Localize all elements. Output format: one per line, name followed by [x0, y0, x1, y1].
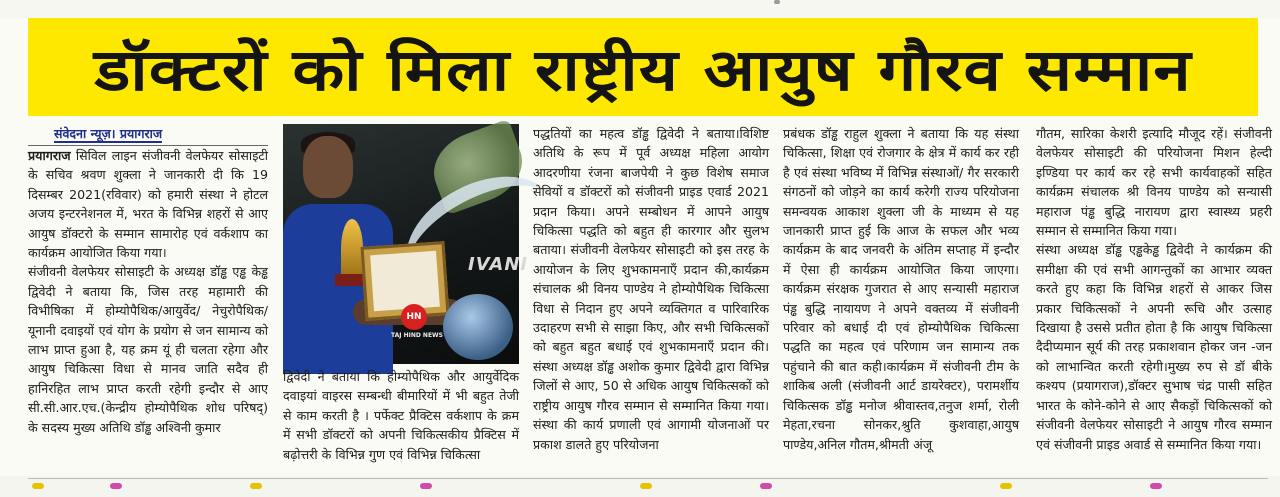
print-mark: [1000, 483, 1012, 489]
article-column-4: [783, 124, 1019, 454]
news-photo: [283, 124, 529, 364]
print-mark: [110, 483, 122, 489]
paragraph: संस्था अध्यक्ष डॉड्ढ एड्ढकेड्ढ द्विवेदी ने कार्यक्रम की समीक्षा की एवं सभी आगन्तुकों का आभार व्यक्त करते हुए कहा कि विभिन्न शहरों से आकर जिस प्रकार चिकित्सकों ने अपनी रूचि और उत्साह दिखाया है उससे प्रतीत होता है कि आयुष चिकित्सा दैदीप्यमान सूर्य की तरह प्रकाशवान होकर जन -जन को लाभान्वित करती रहेगी।मुख्य रुप से डॉ बीके कश्यप (प्रयागराज),डॉक्टर सुभाष चंद्र पासी सहित भारत के कोने-कोने से आए सैकड़ों चिकित्सकों को संजीवनी वेलफेयर सोसाइटी ने आयुष गौरव सम्मान एवं संजीवनी प्राइड अवार्ड से सम्मानित किया गया।: [1036, 242, 1272, 452]
article-column-2: [283, 367, 519, 464]
print-mark: [774, 0, 780, 4]
bottom-rule: [28, 478, 1268, 479]
article-column-5: [1036, 124, 1272, 454]
byline-rule: [28, 145, 268, 146]
paragraph: संजीवनी वेलफेयर सोसाइटी के अध्यक्ष डॉड्ढ एड्ढ केड्ढ द्विवेदी ने बताया कि, जिस तरह महामारी की विभीषिका में होम्योपैथिक/आयुर्वेद/ नेचुरोपैथिक/ यूनानी दवाइयों एवं योग के प्रयोग से जन सामान्य को लाभ प्राप्त हुआ है, यह क्रम यूं ही चलता रहेगा और आयुष चिकित्सा विधा से मानव जाति सदैव ही हानिरहित लाभ प्राप्त करती रहेगी इन्दौर से आए सी.सी.आर.एच.(केन्द्रीय होम्योपैथिक शोध परिषद्) के सदस्य मुख्य अतिथि डॉड्ढ अश्विनी कुमार: [28, 264, 268, 435]
byline: संवेदना न्यूज़। प्रयागराज: [54, 126, 163, 141]
registration-marks: [0, 483, 1280, 493]
paragraph: द्विवेदी ने बताया कि होम्योपैथिक और आयुर्वेदिक दवाइयां वाइरस सम्बन्धी बीमारियों में भी बहुत तेजी से काम करती है । पर्फेक्ट प्रैक्टिस वर्कशाप के क्रम में सभी डॉक्टरों को अपनी चिकित्सकीय प्रैक्टिस में बढ़ोत्तरी के विभिन्न गुण एवं विभिन्न चिकित्सा: [283, 369, 519, 462]
news-logo-badge: HN: [401, 304, 427, 330]
print-mark: [640, 483, 652, 489]
news-logo-caption: TAJ HIND NEWS: [391, 332, 443, 339]
paragraph: प्रबंधक डॉड्ढ राहुल शुक्ला ने बताया कि यह संस्था चिकित्सा, शिक्षा एवं रोजगार के क्षेत्र में कार्य कर रही है एवं संस्था भविष्य में विभिन्न संस्थाओं/ गैर सरकारी संगठनों को जोड़ने का कार्य करेगी राज्य परियोजना समन्वयक आकाश शुक्ला जी के माध्यम से यह जानकारी प्राप्त हुई कि आज के सफल और भव्य कार्यक्रम के बाद जनवरी के अंतिम सप्ताह में इन्दौर में ऐसा ही कार्यक्रम आयोजित किया जाएगा।कार्यक्रम संरक्षक गुजरात से आए सन्यासी महाराज पंड्ढ बुद्धि नायायण ने अपने वक्तव्य में संजीवनी परिवार को बधाई दी एवं होम्योपैथिक चिकित्सा पद्धति का महत्व एवं परिणाम जन सामान्य तक पहुंचाने की बात कही।कार्यक्रम में संजीवनी टीम के शाकिब अली (संजीवनी आर्ट डायरेक्टर), परामर्शीय चिकित्सक डॉड्ढ मनोज श्रीवास्तव,तनुज शर्मा, रोली मेहता,रचना सोनकर,श्रुति कुशवाहा,आयुष पाण्डेय,अनिल गौतम,श्रीमती अंजू: [783, 126, 1019, 452]
article-column-3: [533, 124, 769, 454]
person-head: [303, 136, 353, 198]
page-top-margin: [0, 0, 1280, 18]
headline: डॉक्टरों को मिला राष्ट्रीय आयुष गौरव सम्मान: [94, 35, 1192, 104]
print-mark: [1150, 483, 1162, 489]
backdrop-logo-text: IVANI: [468, 254, 529, 275]
dateline-place: प्रयागराज: [28, 148, 71, 163]
globe-graphic: [443, 294, 513, 360]
paragraph: प्रयागराज सिविल लाइन संजीवनी वेलफेयर सोसाइटी के सचिव श्रवण शुक्ला ने जानकारी दी कि 19 दिसम्बर 2021(रविवार) को हमारी संस्था ने होटल अजय इन्टरनेशनल में, भरत के विभिन्न शहरों से आए आयुष डॉक्टरो के सम्मान सामारोह एवं वर्कशाप का कार्यक्रम आयोजित किया गया।: [28, 148, 268, 261]
print-mark: [420, 483, 432, 489]
paragraph: गौतम, सारिका केशरी इत्यादि मौजूद रहें। संजीवनी वेलफेयर सोसाइटी की परियोजना मिशन हेल्दी इण्डिया पर कार्य कर रहे सभी कार्यवाहकों सहित कार्यक्रम संचालक श्री विनय पाण्डेय को सन्यासी महाराज पंड्ढ बुद्धि नारायण द्वारा स्वास्थ्य प्रहरी सम्मान से सम्मानित किया गया।: [1036, 126, 1272, 239]
print-mark: [32, 483, 44, 489]
print-mark: [250, 483, 262, 489]
article-column-1: [28, 124, 268, 437]
headline-banner: [28, 18, 1258, 116]
print-mark: [760, 483, 772, 489]
paragraph: पद्धतियों का महत्व डॉड्ढ द्विवेदी ने बताया।विशिष्ट अतिथि के रूप में पूर्व अध्यक्ष महिला आयोग आदरणीया रंजना बाजपेयी ने कुछ विशेष समाज सेवियों व डॉक्टरों को संजीवनी प्राइड एवार्ड 2021 प्रदान किया। अपने सम्बोधन में आपने आयुष चिकित्सा पद्धति को बहुत ही कारगार और सुलभ बताया। संजीवनी वेलफेयर सोसाइटी को इस तरह के आयोजन के लिए शुभकामनाएँ प्रदान की,कार्यक्रम संचालक श्री विनय पाण्डेय ने होम्योपैथिक चिकित्सा विधा से निदान हुए अपने व्यक्तिगत व पारिवारिक उदाहरण सभी से साझा किए, और सभी चिकित्सकों को बहुत बहुत बधाई एवं शुभकामनाएँ प्रदान की।संस्था अध्यक्ष डॉड्ढ अशोक कुमार द्विवेदी द्वारा विभिन्न जिलों से आए, 50 से अधिक आयुष चिकित्सकों को राष्ट्रीय आयुष गौरव सम्मान से सम्मानित किया गया।संस्था की कार्य प्रणाली एवं आगामी योजनाओं पर प्रकाश डालते हुए परियोजना: [533, 126, 769, 452]
